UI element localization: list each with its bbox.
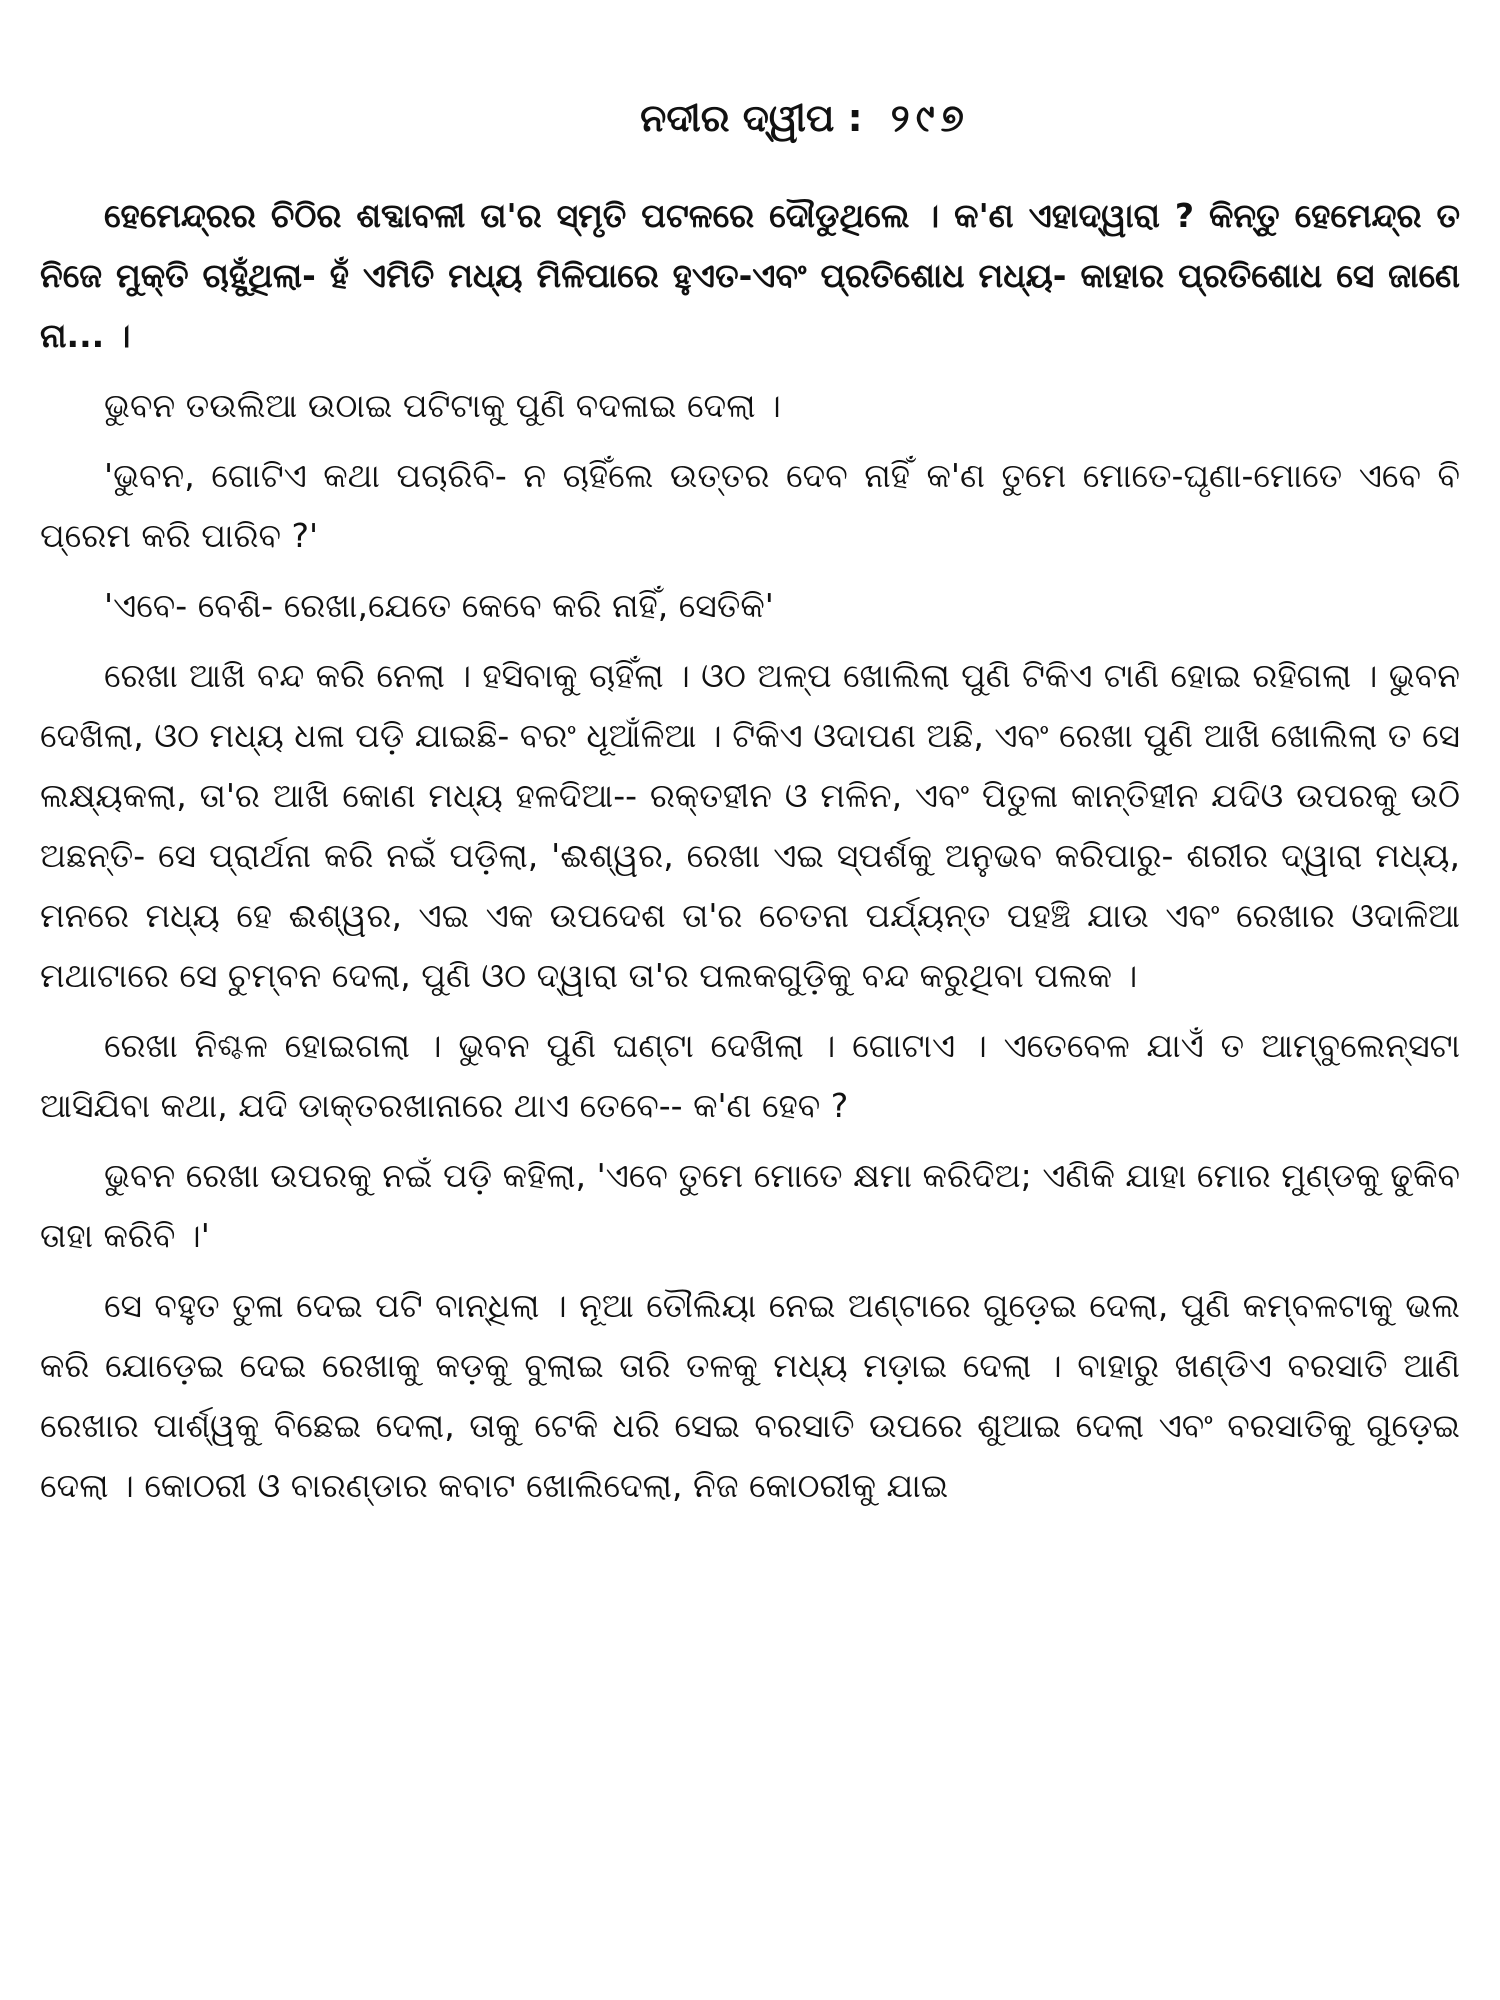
paragraph-1: ହେମେନ୍ଦ୍ରର ଚିଠିର ଶବ୍ଦାବଳୀ ତା'ର ସ୍ମୃତି ପଟଳରେ ଦୌଡୁଥିଲେ । କ'ଣ ଏହାଦ୍ୱାରା ? କିନ୍ତୁ ହେମେନ୍ଦ୍ର ତ ନିଜେ ମୁକ୍ତି ଚାହୁଁଥିଲା- ହଁ ଏମିତି ମଧ୍ୟ ମିଳିପାରେ ହୁଏତ-ଏବଂ ପ୍ରତିଶୋଧ ମଧ୍ୟ- କାହାର ପ୍ରତିଶୋଧ ସେ ଜାଣେ ନା... । [40,196,1460,355]
paragraph-8: ସେ ବହୁତ ତୁଳା ଦେଇ ପଟି ବାନ୍ଧିଲା । ନୂଆ ତୌଲିୟା ନେଇ ଅଣ୍ଟାରେ ଗୁଡ଼େଇ ଦେଲା, ପୁଣି କମ୍ବଳଟାକୁ ଭଲ କରି ଯୋଡ଼େଇ ଦେଇ ରେଖାକୁ କଡ଼କୁ ବୁଲାଇ ତାରି ତଳକୁ ମଧ୍ୟ ମଡ଼ାଇ ଦେଲା । ବାହାରୁ ଖଣ୍ଡିଏ ବରସାତି ଆଣି ରେଖାର ପାର୍ଶ୍ୱକୁ ବିଛେଇ ଦେଲା, ତାକୁ ଟେକି ଧରି ସେଇ ବରସାତି ଉପରେ ଶୁଆଇ ଦେଲା ଏବଂ ବରସାତିକୁ ଗୁଡ଼େଇ ଦେଲା । କୋଠରୀ ଓ ବାରଣ୍ଡାର କବାଟ ଖୋଲିଦେଲା, ନିଜ କୋଠରୀକୁ ଯାଇ [40,1286,1460,1505]
page-number: ୨୯୭ [890,96,970,140]
running-head [40,90,1460,146]
book-page [40,90,1460,1980]
page-title: ନଦୀର ଦ୍ୱୀପ : [640,96,863,140]
paragraph-3: 'ଭୁବନ, ଗୋଟିଏ କଥା ପଚାରିବି- ନ ଚାହିଁଲେ ଉତ୍ତର ଦେବ ନାହିଁ କ'ଣ ତୁମେ ମୋତେ-ଘୃଣା-ମୋତେ ଏବେ ବି ପ୍ରେମ କରି ପାରିବ ?' [40,456,1460,555]
paragraph-5: ରେଖା ଆଖି ବନ୍ଦ କରି ନେଲା । ହସିବାକୁ ଚାହିଁଲା । ଓଠ ଅଳ୍ପ ଖୋଲିଲା ପୁଣି ଟିକିଏ ଟାଣି ହୋଇ ରହିଗଲା । ଭୁବନ ଦେଖିଲା, ଓଠ ମଧ୍ୟ ଧଳା ପଡ଼ି ଯାଇଛି- ବରଂ ଧୂଆଁଳିଆ । ଟିକିଏ ଓଦାପଣ ଅଛି, ଏବଂ ରେଖା ପୁଣି ଆଖି ଖୋଲିଲା ତ ସେ ଲକ୍ଷ୍ୟକଲା, ତା'ର ଆଖି କୋଣ ମଧ୍ୟ ହଳଦିଆ-- ରକ୍ତହୀନ ଓ ମଳିନ, ଏବଂ ପିତୁଳା କାନ୍ତିହୀନ ଯଦିଓ ଉପରକୁ ଉଠି ଅଛନ୍ତି- ସେ ପ୍ରାର୍ଥନା କରି ନଇଁ ପଡ଼ିଲା, 'ଈଶ୍ୱର, ରେଖା ଏଇ ସ୍ପର୍ଶକୁ ଅନୁଭବ କରିପାରୁ- ଶରୀର ଦ୍ୱାରା ମଧ୍ୟ, ମନରେ ମଧ୍ୟ ହେ ଈଶ୍ୱର, ଏଇ ଏକ ଉପଦେଶ ତା'ର ଚେତନା ପର୍ଯ୍ୟନ୍ତ ପହଞ୍ଚି ଯାଉ ଏବଂ ରେଖାର ଓଦାଳିଆ ମଥାଟାରେ ସେ ଚୁମ୍ବନ ଦେଲା, ପୁଣି ଓଠ ଦ୍ୱାରା ତା'ର ପଲକଗୁଡ଼ିକୁ ବନ୍ଦ କରୁଥିବା ପଲକ । [40,656,1460,995]
paragraph-2: ଭୁବନ ତଉଲିଆ ଉଠାଇ ପଟିଟାକୁ ପୁଣି ବଦଳାଇ ଦେଲା । [104,386,781,425]
paragraph-4: 'ଏବେ- ବେଶି- ରେଖା,ଯେତେ କେବେ କରି ନାହିଁ, ସେତିକି' [104,586,774,625]
paragraph-7: ଭୁବନ ରେଖା ଉପରକୁ ନଇଁ ପଡ଼ି କହିଲା, 'ଏବେ ତୁମେ ମୋତେ କ୍ଷମା କରିଦିଅ; ଏଣିକି ଯାହା ମୋର ମୁଣ୍ଡକୁ ଢୁକିବ ତାହା କରିବି ।' [40,1156,1460,1255]
paragraph-6: ରେଖା ନିଶ୍ଚଳ ହୋଇଗଲା । ଭୁବନ ପୁଣି ଘଣ୍ଟା ଦେଖିଲା । ଗୋଟାଏ । ଏତେବେଳ ଯାଏଁ ତ ଆମ୍ବୁଲେନ୍ସଟା ଆସିଯିବା କଥା, ଯଦି ଡାକ୍ତରଖାନାରେ ଥାଏ ତେବେ-- କ'ଣ ହେବ ? [40,1026,1460,1125]
